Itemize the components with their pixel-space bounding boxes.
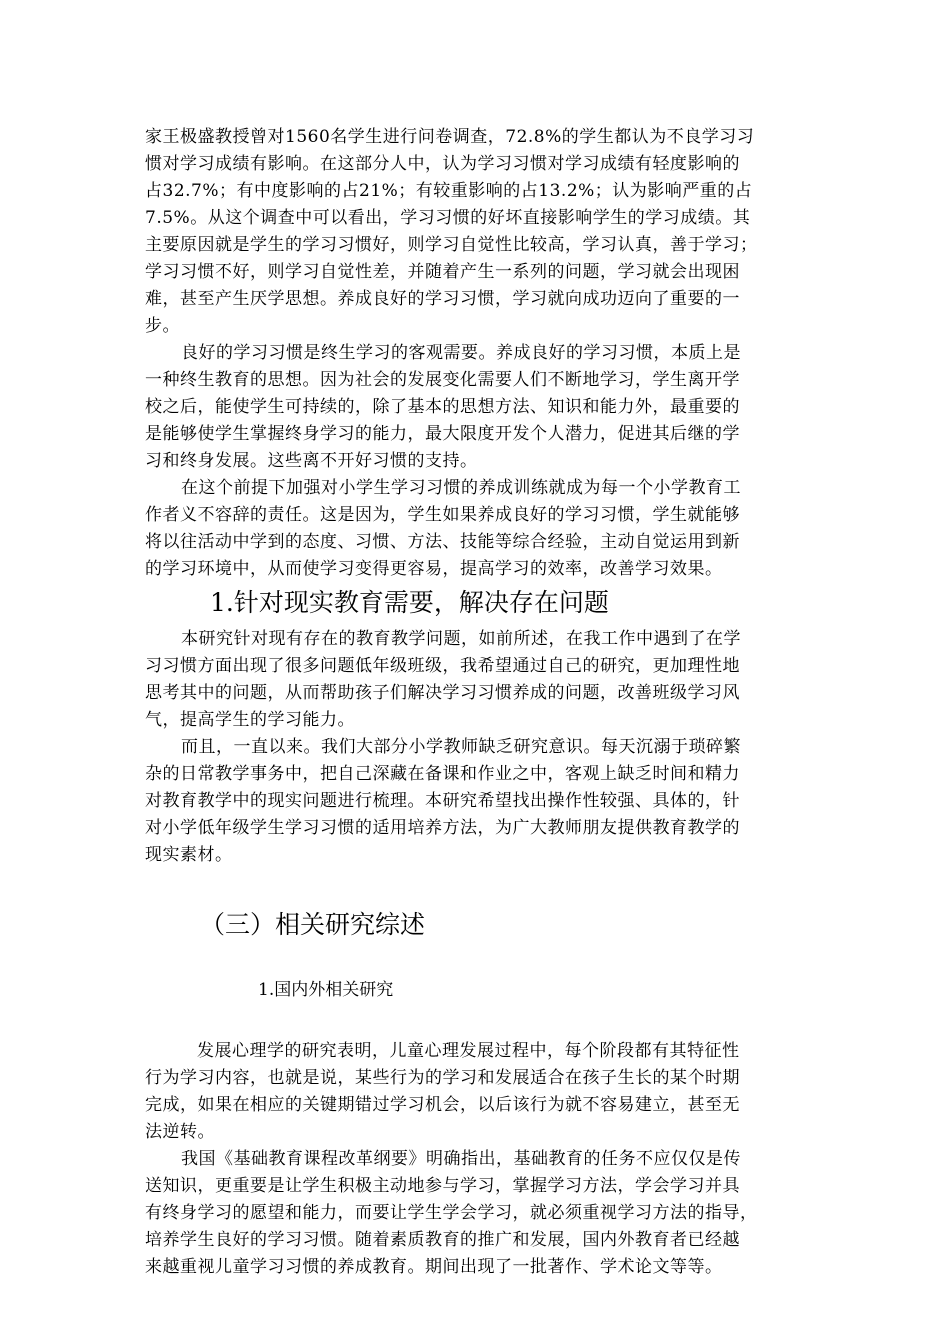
- paragraph-line: 法逆转。: [145, 1122, 215, 1142]
- paragraph-line: 我国《基础教育课程改革纲要》明确指出，基础教育的任务不应仅仅是传: [181, 1149, 741, 1169]
- section-heading: 1.针对现实教育需要，解决存在问题: [210, 588, 609, 617]
- paragraph-line: 杂的日常教学事务中，把自己深藏在备课和作业之中，客观上缺乏时间和精力: [145, 764, 740, 784]
- paragraph-line: 有终身学习的愿望和能力，而要让学生学会学习，就必须重视学习方法的指导，: [145, 1203, 758, 1223]
- paragraph-line: 一种终生教育的思想。因为社会的发展变化需要人们不断地学习，学生离开学: [145, 370, 740, 390]
- paragraph-line: 主要原因就是学生的学习习惯好，则学习自觉性比较高，学习认真，善于学习；: [145, 235, 758, 255]
- paragraph-line: 习习惯方面出现了很多问题低年级班级，我希望通过自己的研究，更加理性地: [145, 656, 740, 676]
- paragraph-line: 是能够使学生掌握终身学习的能力，最大限度开发个人潜力，促进其后继的学: [145, 424, 740, 444]
- paragraph-line: 行为学习内容，也就是说，某些行为的学习和发展适合在孩子生长的某个时期: [145, 1068, 740, 1088]
- paragraph-line: 现实素材。: [145, 845, 233, 865]
- paragraph-line: 在这个前提下加强对小学生学习习惯的养成训练就成为每一个小学教育工: [181, 478, 741, 498]
- paragraph-line: 本研究针对现有存在的教育教学问题，如前所述，在我工作中遇到了在学: [181, 629, 741, 649]
- paragraph-line: 而且，一直以来。我们大部分小学教师缺乏研究意识。每天沉溺于琐碎繁: [181, 737, 741, 757]
- paragraph-line: 完成，如果在相应的关键期错过学习机会，以后该行为就不容易建立，甚至无: [145, 1095, 740, 1115]
- paragraph-line: 步。: [145, 316, 180, 336]
- paragraph-line: 对教育教学中的现实问题进行梳理。本研究希望找出操作性较强、具体的，针: [145, 791, 740, 811]
- paragraph-line: 校之后，能使学生可持续的，除了基本的思想方法、知识和能力外，最重要的: [145, 397, 740, 417]
- paragraph-line: 的学习环境中，从而使学习变得更容易，提高学习的效率，改善学习效果。: [145, 559, 723, 579]
- paragraph-line: 良好的学习习惯是终生学习的客观需要。养成良好的学习习惯，本质上是: [181, 343, 741, 363]
- paragraph-line: 难，甚至产生厌学思想。养成良好的学习习惯，学习就向成功迈向了重要的一: [145, 289, 740, 309]
- paragraph-line: 惯对学习成绩有影响。在这部分人中，认为学习习惯对学习成绩有轻度影响的: [145, 154, 740, 174]
- paragraph-line: 气，提高学生的学习能力。: [145, 710, 355, 730]
- paragraph-line: 7.5%。从这个调查中可以看出，学习习惯的好坏直接影响学生的学习成绩。其: [145, 208, 751, 228]
- paragraph-line: 送知识，更重要是让学生积极主动地参与学习，掌握学习方法，学会学习并具: [145, 1176, 740, 1196]
- paragraph-line: 发展心理学的研究表明，儿童心理发展过程中，每个阶段都有其特征性: [197, 1041, 740, 1061]
- paragraph-line: 思考其中的问题，从而帮助孩子们解决学习习惯养成的问题，改善班级学习风: [145, 683, 740, 703]
- paragraph-line: 学习习惯不好，则学习自觉性差，并随着产生一系列的问题，学习就会出现困: [145, 262, 740, 282]
- paragraph-line: 对小学低年级学生学习习惯的适用培养方法，为广大教师朋友提供教育教学的: [145, 818, 740, 838]
- paragraph-line: 来越重视儿童学习习惯的养成教育。期间出现了一批著作、学术论文等等。: [145, 1257, 723, 1277]
- section-heading: （三）相关研究综述: [200, 910, 426, 939]
- subsection-heading: 1.国内外相关研究: [258, 980, 394, 1000]
- paragraph-line: 作者义不容辞的责任。这是因为，学生如果养成良好的学习习惯，学生就能够: [145, 505, 740, 525]
- paragraph-line: 习和终身发展。这些离不开好习惯的支持。: [145, 451, 478, 471]
- paragraph-line: 家王极盛教授曾对1560名学生进行问卷调查，72.8%的学生都认为不良学习习: [145, 127, 755, 147]
- paragraph-line: 占32.7%；有中度影响的占21%；有较重影响的占13.2%；认为影响严重的占: [145, 181, 753, 201]
- paragraph-line: 培养学生良好的学习习惯。随着素质教育的推广和发展，国内外教育者已经越: [145, 1230, 740, 1250]
- paragraph-line: 将以往活动中学到的态度、习惯、方法、技能等综合经验，主动自觉运用到新: [145, 532, 740, 552]
